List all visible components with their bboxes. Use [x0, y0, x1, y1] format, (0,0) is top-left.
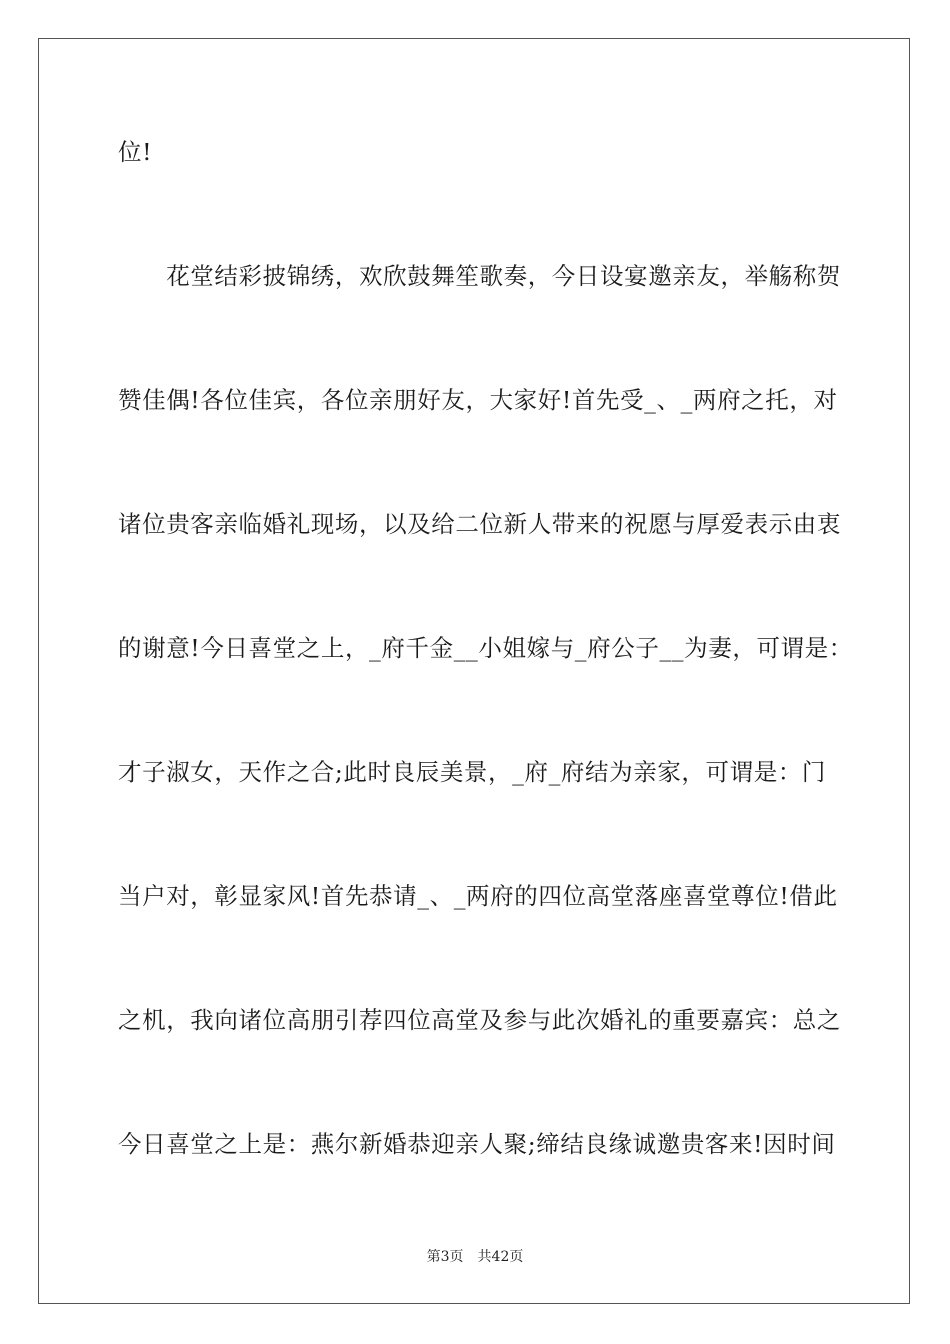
text-line-1: 位!	[118, 138, 153, 166]
text-line-9: 今日喜堂之上是：燕尔新婚恭迎亲人聚;缔结良缘诚邀贵客来!因时间	[118, 1130, 836, 1158]
text-line-8: 之机，我向诸位高朋引荐四位高堂及参与此次婚礼的重要嘉宾：总之	[118, 1006, 841, 1034]
page-number-footer: 第3页 共42页	[426, 1249, 524, 1265]
text-line-2: 花堂结彩披锦绣，欢欣鼓舞笙歌奏，今日设宴邀亲友，举觞称贺	[118, 262, 841, 290]
page-border	[38, 38, 910, 1304]
text-line-7: 当户对，彰显家风!首先恭请_、_两府的四位高堂落座喜堂尊位!借此	[118, 882, 838, 910]
text-line-5: 的谢意!今日喜堂之上，_府千金__小姐嫁与_府公子__为妻，可谓是：	[118, 634, 853, 662]
text-line-4: 诸位贵客亲临婚礼现场，以及给二位新人带来的祝愿与厚爱表示由衷	[118, 510, 841, 538]
text-line-3: 赞佳偶!各位佳宾，各位亲朋好友，大家好!首先受_、_两府之托，对	[118, 386, 838, 414]
text-line-6: 才子淑女，天作之合;此时良辰美景，_府_府结为亲家，可谓是：门	[118, 758, 827, 786]
